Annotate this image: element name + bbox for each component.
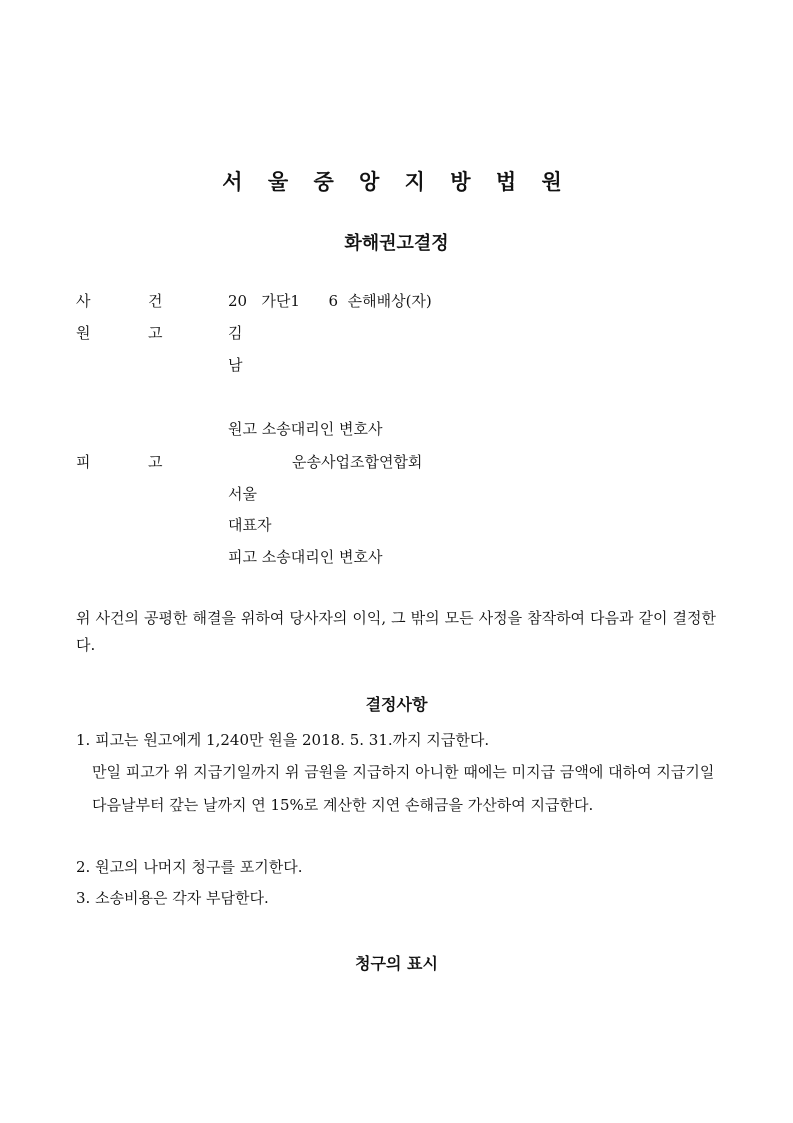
plaintiff-label-char-2: 고 [148, 324, 163, 342]
case-label-char-2: 건 [148, 292, 163, 310]
plaintiff-address: 남 [228, 356, 243, 374]
defendant-address: 서울 [228, 485, 257, 503]
plaintiff-label-char-1: 원 [76, 324, 91, 342]
document-title: 화해권고결정 [344, 233, 449, 254]
defendant-attorney: 피고 소송대리인 변호사 [228, 548, 383, 566]
plaintiff-name: 김 [228, 324, 243, 342]
defendant-representative: 대표자 [228, 516, 272, 534]
decision-item-1: 1. 피고는 원고에게 1,240만 원을 2018. 5. 31.까지 지급한다. [76, 731, 490, 749]
defendant-label-char-2: 고 [148, 453, 163, 471]
decision-item-2: 2. 원고의 나머지 청구를 포기한다. [76, 858, 303, 876]
preamble-paragraph: 위 사건의 공평한 해결을 위하여 당사자의 이익, 그 밖의 모든 사정을 참작하여 다음과 같이 결정한다. [76, 609, 716, 654]
decision-item-1-detail: 만일 피고가 위 지급기일까지 위 금원을 지급하지 아니한 때에는 미지급 금액에 대하여 지급기일 다음날부터 갚는 날까지 연 15%로 계산한 지연 손해금을 가산하여 지급한다. [92, 763, 715, 814]
defendant-label-char-1: 피 [76, 453, 91, 471]
defendant-name: 운송사업조합연합회 [292, 453, 423, 471]
claim-heading: 청구의 표시 [355, 954, 438, 973]
plaintiff-attorney: 원고 소송대리인 변호사 [228, 420, 383, 438]
case-label-char-1: 사 [76, 292, 91, 310]
court-name: 서 울 중 앙 지 방 법 원 [222, 170, 571, 194]
decision-item-3: 3. 소송비용은 각자 부담한다. [76, 889, 269, 907]
decision-heading: 결정사항 [365, 695, 428, 714]
case-number: 20 가단1 6 손해배상(자) [228, 292, 432, 310]
